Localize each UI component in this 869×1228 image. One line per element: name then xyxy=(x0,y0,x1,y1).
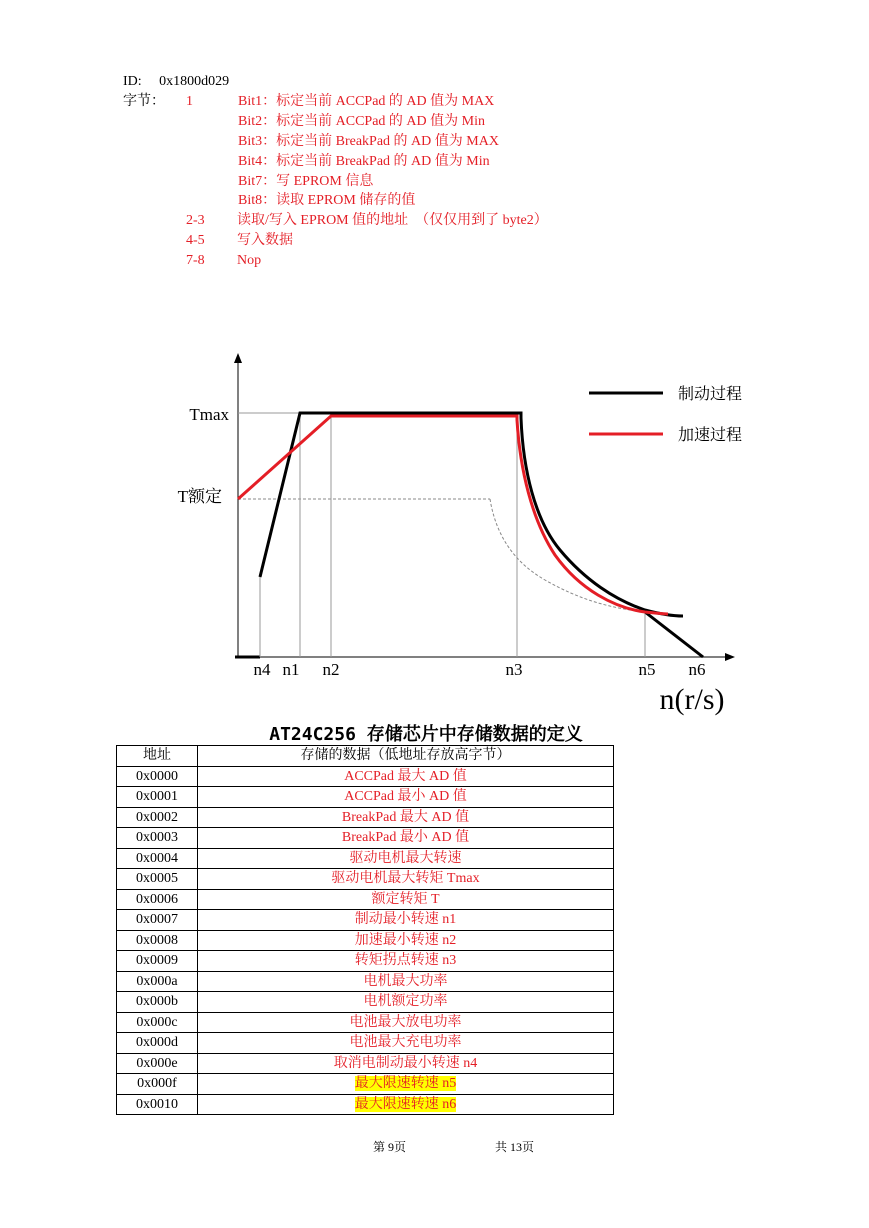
table-header-row xyxy=(117,746,614,767)
table-row xyxy=(117,889,614,910)
bit-line: Bit4：标定当前 BreakPad 的 AD 值为 Min xyxy=(238,154,490,169)
data-cell-text: 转矩拐点转速 n3 xyxy=(354,953,457,969)
address-cell: 0x0002 xyxy=(117,807,198,828)
address-cell: 0x000d xyxy=(117,1033,198,1054)
data-cell-text: 电池最大放电功率 xyxy=(349,1014,462,1030)
data-cell xyxy=(198,848,614,869)
x-tick-n3: n3 xyxy=(505,660,523,679)
table-row xyxy=(117,951,614,972)
header-data: 存储的数据（低地址存放高字节） xyxy=(198,746,614,767)
data-cell-text: BreakPad 最小 AD 值 xyxy=(341,830,470,846)
table-row xyxy=(117,869,614,890)
braking-curve xyxy=(260,413,683,616)
data-cell xyxy=(198,1053,614,1074)
data-cell-text: BreakPad 最大 AD 值 xyxy=(341,809,470,825)
data-cell-text: 电机最大功率 xyxy=(363,973,448,989)
data-cell-text: 取消电制动最小转速 n4 xyxy=(333,1055,478,1071)
data-cell xyxy=(198,787,614,808)
address-cell: 0x000c xyxy=(117,1012,198,1033)
table-row xyxy=(117,971,614,992)
bit-line: Bit3：标定当前 BreakPad 的 AD 值为 MAX xyxy=(238,134,499,149)
address-cell: 0x0007 xyxy=(117,910,198,931)
data-cell xyxy=(198,951,614,972)
table-row xyxy=(117,930,614,951)
table-row xyxy=(117,807,614,828)
address-cell: 0x0001 xyxy=(117,787,198,808)
data-cell-text: 加速最小转速 n2 xyxy=(354,932,457,948)
data-cell xyxy=(198,1094,614,1115)
footer-total: 共 13页 xyxy=(495,1140,535,1154)
range-desc: 写入数据 xyxy=(237,233,293,248)
legend-acceleration-label: 加速过程 xyxy=(678,425,743,444)
range-desc: 读取/写入 EPROM 值的地址 （仅仅用到了 byte2） xyxy=(237,213,548,228)
table-row xyxy=(117,910,614,931)
byte-label: 字节： xyxy=(123,94,165,109)
table-row xyxy=(117,1033,614,1054)
id-label: ID: xyxy=(123,74,142,89)
data-cell-text: 制动最小转速 n1 xyxy=(354,912,457,928)
byte1-label: 1 xyxy=(186,94,193,109)
data-cell xyxy=(198,889,614,910)
address-cell: 0x000f xyxy=(117,1074,198,1095)
table-row xyxy=(117,1012,614,1033)
y-tick-tmax: Tmax xyxy=(189,405,229,424)
data-cell xyxy=(198,1012,614,1033)
address-cell: 0x0005 xyxy=(117,869,198,890)
table-row xyxy=(117,787,614,808)
range-bytes: 7-8 xyxy=(186,253,205,268)
table-row xyxy=(117,766,614,787)
table-title: AT24C256 存储芯片中存储数据的定义 xyxy=(269,724,583,745)
data-cell xyxy=(198,1074,614,1095)
data-cell xyxy=(198,766,614,787)
rated-power-reference-curve xyxy=(490,499,645,612)
bit-line: Bit8：读取 EPROM 储存的值 xyxy=(238,193,416,208)
data-cell-text: ACCPad 最大 AD 值 xyxy=(344,768,467,784)
x-tick-n2: n2 xyxy=(322,660,340,679)
acceleration-curve xyxy=(238,416,668,614)
table-row xyxy=(117,1094,614,1115)
address-cell: 0x000a xyxy=(117,971,198,992)
address-cell: 0x0004 xyxy=(117,848,198,869)
address-cell: 0x0003 xyxy=(117,828,198,849)
x-tick-n4: n4 xyxy=(253,660,271,679)
data-cell-text: ACCPad 最小 AD 值 xyxy=(344,789,467,805)
x-tick-n5: n5 xyxy=(638,660,656,679)
bit-line: Bit1：标定当前 ACCPad 的 AD 值为 MAX xyxy=(238,94,495,109)
id-value: 0x1800d029 xyxy=(159,74,230,89)
table-row xyxy=(117,828,614,849)
address-cell: 0x0009 xyxy=(117,951,198,972)
bit-line: Bit7：写 EPROM 信息 xyxy=(238,174,374,189)
data-cell xyxy=(198,971,614,992)
data-cell xyxy=(198,807,614,828)
x-axis-label: n(r/s) xyxy=(659,683,725,716)
data-cell-text: 驱动电机最大转速 xyxy=(349,850,462,866)
footer-page: 第 9页 xyxy=(373,1140,407,1154)
table-row xyxy=(117,1074,614,1095)
data-cell xyxy=(198,992,614,1013)
address-cell: 0x0008 xyxy=(117,930,198,951)
table-row xyxy=(117,992,614,1013)
header-address: 地址 xyxy=(117,746,198,767)
table-row xyxy=(117,848,614,869)
data-cell xyxy=(198,910,614,931)
address-cell: 0x0000 xyxy=(117,766,198,787)
address-cell: 0x000e xyxy=(117,1053,198,1074)
range-desc: Nop xyxy=(237,253,262,268)
y-tick-t-rated: T额定 xyxy=(177,487,222,506)
data-cell-text: 最大限速转速 n5 xyxy=(354,1076,457,1092)
legend-braking-label: 制动过程 xyxy=(678,384,743,403)
data-cell-text: 驱动电机最大转矩 Tmax xyxy=(331,871,480,887)
data-cell xyxy=(198,828,614,849)
range-bytes: 4-5 xyxy=(186,233,205,248)
x-tick-n1: n1 xyxy=(282,660,300,679)
table-row xyxy=(117,1053,614,1074)
bit-line: Bit2：标定当前 ACCPad 的 AD 值为 Min xyxy=(238,114,485,129)
address-cell: 0x000b xyxy=(117,992,198,1013)
data-cell xyxy=(198,930,614,951)
range-bytes: 2-3 xyxy=(186,213,205,228)
data-cell-text: 电池最大充电功率 xyxy=(349,1035,462,1051)
data-cell-text: 电机额定功率 xyxy=(363,994,448,1010)
data-cell xyxy=(198,1033,614,1054)
x-tick-n6: n6 xyxy=(688,660,706,679)
braking-tail xyxy=(645,612,703,657)
data-cell xyxy=(198,869,614,890)
data-cell-text: 最大限速转速 n6 xyxy=(354,1096,457,1112)
address-cell: 0x0006 xyxy=(117,889,198,910)
data-cell-text: 额定转矩 T xyxy=(371,891,440,907)
storage-definition-table xyxy=(116,745,614,1115)
address-cell: 0x0010 xyxy=(117,1094,198,1115)
